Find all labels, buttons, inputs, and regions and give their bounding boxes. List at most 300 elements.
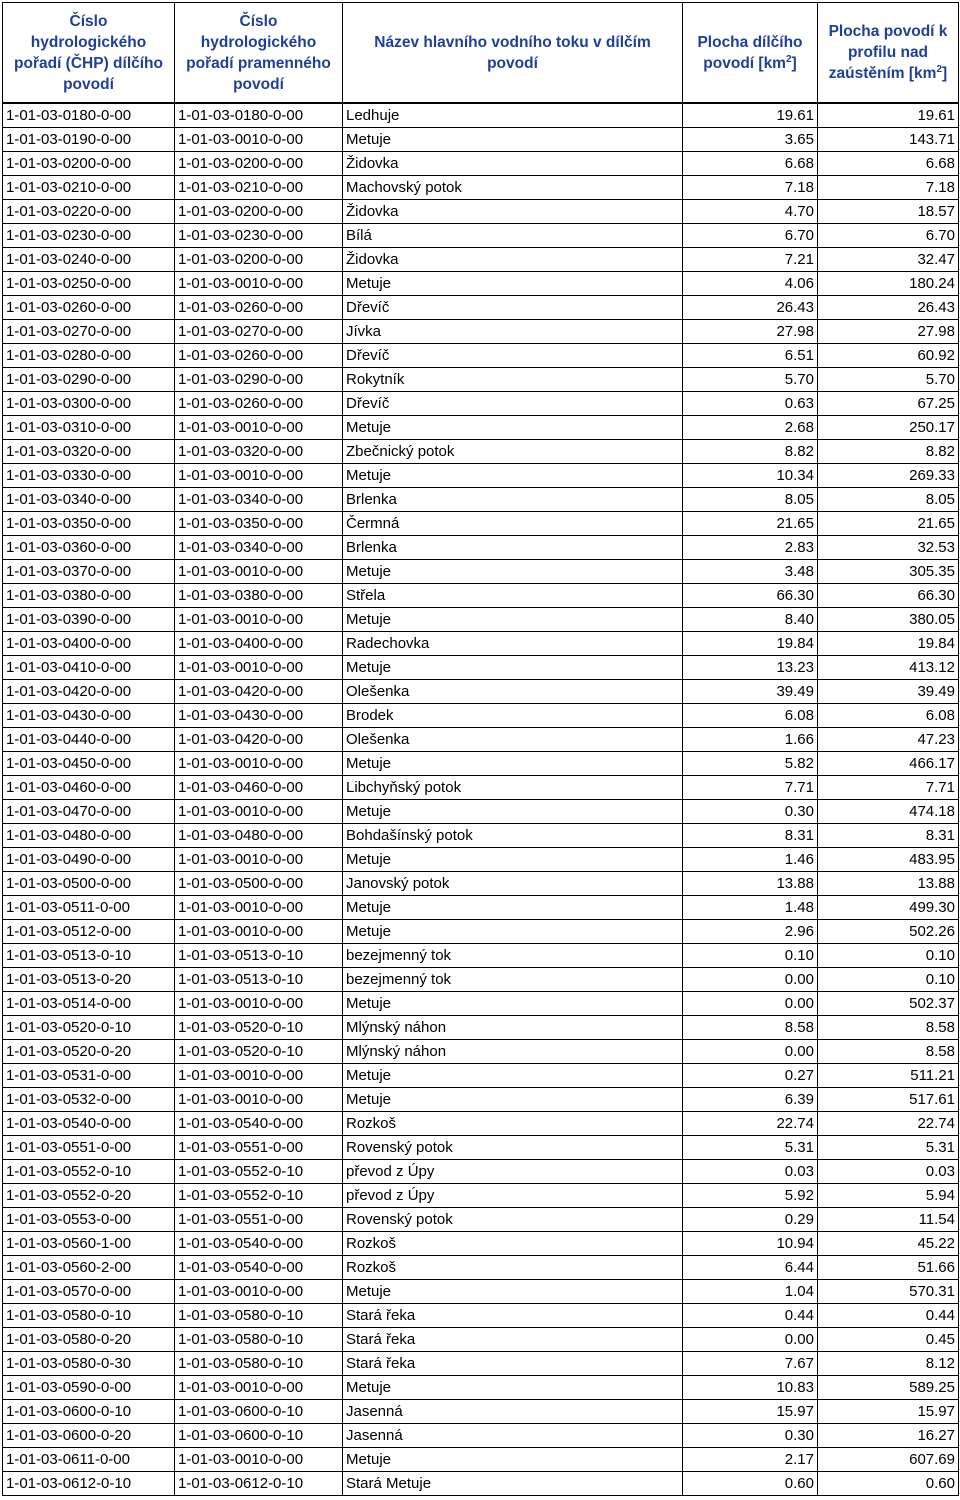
cell-subbasin-area: 7.18 (683, 176, 818, 200)
cell-basin-area: 0.60 (818, 1472, 959, 1496)
table-row (3, 800, 959, 824)
cell-chp-subbasin: 1-01-03-0280-0-00 (3, 344, 175, 368)
cell-basin-area: 66.30 (818, 584, 959, 608)
cell-chp-source: 1-01-03-0400-0-00 (175, 632, 343, 656)
table-row (3, 896, 959, 920)
cell-chp-source: 1-01-03-0540-0-00 (175, 1232, 343, 1256)
cell-river-name: Rozkoš (343, 1232, 683, 1256)
cell-river-name: Stará Metuje (343, 1472, 683, 1496)
cell-subbasin-area: 4.06 (683, 272, 818, 296)
cell-chp-source: 1-01-03-0551-0-00 (175, 1208, 343, 1232)
cell-basin-area: 517.61 (818, 1088, 959, 1112)
cell-subbasin-area: 8.82 (683, 440, 818, 464)
cell-basin-area: 589.25 (818, 1376, 959, 1400)
cell-chp-subbasin: 1-01-03-0540-0-00 (3, 1112, 175, 1136)
cell-chp-source: 1-01-03-0210-0-00 (175, 176, 343, 200)
table-row (3, 1352, 959, 1376)
cell-chp-subbasin: 1-01-03-0551-0-00 (3, 1136, 175, 1160)
cell-subbasin-area: 5.82 (683, 752, 818, 776)
cell-chp-source: 1-01-03-0552-0-10 (175, 1160, 343, 1184)
cell-basin-area: 7.18 (818, 176, 959, 200)
cell-subbasin-area: 13.23 (683, 656, 818, 680)
table-row (3, 992, 959, 1016)
cell-chp-subbasin: 1-01-03-0380-0-00 (3, 584, 175, 608)
cell-chp-subbasin: 1-01-03-0210-0-00 (3, 176, 175, 200)
cell-river-name: Metuje (343, 464, 683, 488)
table-row (3, 632, 959, 656)
cell-basin-area: 502.26 (818, 920, 959, 944)
table-row (3, 512, 959, 536)
cell-river-name: Brodek (343, 704, 683, 728)
cell-subbasin-area: 6.70 (683, 224, 818, 248)
cell-chp-subbasin: 1-01-03-0450-0-00 (3, 752, 175, 776)
cell-chp-source: 1-01-03-0010-0-00 (175, 128, 343, 152)
cell-chp-source: 1-01-03-0420-0-00 (175, 728, 343, 752)
cell-subbasin-area: 39.49 (683, 680, 818, 704)
cell-basin-area: 67.25 (818, 392, 959, 416)
cell-chp-subbasin: 1-01-03-0350-0-00 (3, 512, 175, 536)
cell-chp-subbasin: 1-01-03-0360-0-00 (3, 536, 175, 560)
cell-chp-source: 1-01-03-0540-0-00 (175, 1112, 343, 1136)
cell-basin-area: 21.65 (818, 512, 959, 536)
cell-chp-subbasin: 1-01-03-0520-0-20 (3, 1040, 175, 1064)
cell-chp-subbasin: 1-01-03-0480-0-00 (3, 824, 175, 848)
cell-chp-subbasin: 1-01-03-0400-0-00 (3, 632, 175, 656)
cell-chp-source: 1-01-03-0600-0-10 (175, 1400, 343, 1424)
cell-river-name: Metuje (343, 656, 683, 680)
table-row (3, 920, 959, 944)
table-row (3, 1304, 959, 1328)
cell-chp-subbasin: 1-01-03-0300-0-00 (3, 392, 175, 416)
cell-subbasin-area: 6.44 (683, 1256, 818, 1280)
header-chp-source-line: pořadí pramenného (186, 54, 331, 72)
cell-chp-source: 1-01-03-0010-0-00 (175, 752, 343, 776)
cell-chp-source: 1-01-03-0580-0-10 (175, 1328, 343, 1352)
table-row (3, 488, 959, 512)
cell-chp-subbasin: 1-01-03-0220-0-00 (3, 200, 175, 224)
cell-river-name: Olešenka (343, 680, 683, 704)
cell-subbasin-area: 0.60 (683, 1472, 818, 1496)
header-subbasin-area-sup: 2 (785, 53, 792, 65)
cell-subbasin-area: 3.65 (683, 128, 818, 152)
cell-subbasin-area: 1.04 (683, 1280, 818, 1304)
cell-chp-subbasin: 1-01-03-0600-0-10 (3, 1400, 175, 1424)
header-river-name: Název hlavního vodního toku v dílčím povodí (343, 3, 683, 104)
cell-subbasin-area: 0.27 (683, 1064, 818, 1088)
cell-basin-area: 6.08 (818, 704, 959, 728)
cell-chp-subbasin: 1-01-03-0580-0-30 (3, 1352, 175, 1376)
cell-basin-area: 305.35 (818, 560, 959, 584)
cell-basin-area: 0.10 (818, 968, 959, 992)
cell-basin-area: 499.30 (818, 896, 959, 920)
cell-river-name: Stará řeka (343, 1304, 683, 1328)
cell-chp-source: 1-01-03-0290-0-00 (175, 368, 343, 392)
cell-basin-area: 0.10 (818, 944, 959, 968)
cell-chp-source: 1-01-03-0270-0-00 (175, 320, 343, 344)
cell-river-name: Metuje (343, 1280, 683, 1304)
cell-chp-subbasin: 1-01-03-0260-0-00 (3, 296, 175, 320)
cell-basin-area: 502.37 (818, 992, 959, 1016)
cell-subbasin-area: 6.51 (683, 344, 818, 368)
cell-river-name: Jasenná (343, 1424, 683, 1448)
cell-subbasin-area: 3.48 (683, 560, 818, 584)
cell-chp-subbasin: 1-01-03-0320-0-00 (3, 440, 175, 464)
table-row (3, 1208, 959, 1232)
cell-chp-source: 1-01-03-0500-0-00 (175, 872, 343, 896)
cell-chp-source: 1-01-03-0230-0-00 (175, 224, 343, 248)
cell-river-name: Metuje (343, 1376, 683, 1400)
cell-river-name: Stará řeka (343, 1328, 683, 1352)
table-row (3, 1064, 959, 1088)
cell-chp-source: 1-01-03-0010-0-00 (175, 920, 343, 944)
header-subbasin-area (683, 3, 818, 104)
cell-subbasin-area: 8.58 (683, 1016, 818, 1040)
cell-subbasin-area: 1.48 (683, 896, 818, 920)
cell-subbasin-area: 13.88 (683, 872, 818, 896)
table-row (3, 200, 959, 224)
header-subbasin-area-tail: ] (791, 54, 797, 72)
table-row (3, 1448, 959, 1472)
cell-chp-source: 1-01-03-0552-0-10 (175, 1184, 343, 1208)
cell-basin-area: 16.27 (818, 1424, 959, 1448)
table-row (3, 1280, 959, 1304)
cell-river-name: Metuje (343, 992, 683, 1016)
cell-chp-source: 1-01-03-0260-0-00 (175, 344, 343, 368)
table-row (3, 752, 959, 776)
cell-basin-area: 570.31 (818, 1280, 959, 1304)
cell-river-name: Rozkoš (343, 1256, 683, 1280)
table-row (3, 1136, 959, 1160)
cell-subbasin-area: 27.98 (683, 320, 818, 344)
cell-river-name: Čermná (343, 512, 683, 536)
cell-subbasin-area: 2.17 (683, 1448, 818, 1472)
table-row (3, 1472, 959, 1496)
cell-basin-area: 51.66 (818, 1256, 959, 1280)
cell-subbasin-area: 0.03 (683, 1160, 818, 1184)
table-row (3, 1328, 959, 1352)
cell-chp-source: 1-01-03-0010-0-00 (175, 848, 343, 872)
cell-river-name: Stará řeka (343, 1352, 683, 1376)
cell-chp-subbasin: 1-01-03-0460-0-00 (3, 776, 175, 800)
cell-river-name: bezejmenný tok (343, 944, 683, 968)
cell-river-name: Rovenský potok (343, 1136, 683, 1160)
cell-subbasin-area: 7.71 (683, 776, 818, 800)
cell-basin-area: 0.44 (818, 1304, 959, 1328)
table-row (3, 296, 959, 320)
table-row (3, 1424, 959, 1448)
cell-chp-subbasin: 1-01-03-0490-0-00 (3, 848, 175, 872)
cell-river-name: Dřevíč (343, 392, 683, 416)
table-row (3, 272, 959, 296)
cell-chp-source: 1-01-03-0480-0-00 (175, 824, 343, 848)
cell-chp-subbasin: 1-01-03-0200-0-00 (3, 152, 175, 176)
header-basin-area-line3 (821, 63, 955, 84)
table-row (3, 944, 959, 968)
cell-chp-source: 1-01-03-0200-0-00 (175, 152, 343, 176)
cell-basin-area: 413.12 (818, 656, 959, 680)
header-chp-subbasin-line: hydrologického (30, 33, 147, 51)
cell-chp-subbasin: 1-01-03-0290-0-00 (3, 368, 175, 392)
cell-chp-source: 1-01-03-0010-0-00 (175, 1064, 343, 1088)
cell-basin-area: 19.61 (818, 103, 959, 128)
header-chp-source-line: hydrologického (200, 33, 317, 51)
table-row (3, 103, 959, 128)
cell-subbasin-area: 5.92 (683, 1184, 818, 1208)
table-row (3, 704, 959, 728)
cell-subbasin-area: 2.83 (683, 536, 818, 560)
cell-chp-source: 1-01-03-0380-0-00 (175, 584, 343, 608)
cell-basin-area: 19.84 (818, 632, 959, 656)
cell-chp-source: 1-01-03-0340-0-00 (175, 488, 343, 512)
cell-chp-subbasin: 1-01-03-0390-0-00 (3, 608, 175, 632)
table-row (3, 152, 959, 176)
cell-basin-area: 511.21 (818, 1064, 959, 1088)
header-basin-area-to-mouth (818, 3, 959, 104)
cell-subbasin-area: 0.00 (683, 1040, 818, 1064)
cell-chp-subbasin: 1-01-03-0520-0-10 (3, 1016, 175, 1040)
cell-river-name: Metuje (343, 896, 683, 920)
cell-basin-area: 18.57 (818, 200, 959, 224)
cell-chp-subbasin: 1-01-03-0590-0-00 (3, 1376, 175, 1400)
table-row (3, 608, 959, 632)
table-row (3, 416, 959, 440)
cell-basin-area: 26.43 (818, 296, 959, 320)
cell-chp-subbasin: 1-01-03-0370-0-00 (3, 560, 175, 584)
cell-basin-area: 250.17 (818, 416, 959, 440)
cell-subbasin-area: 6.39 (683, 1088, 818, 1112)
table-row (3, 656, 959, 680)
cell-chp-source: 1-01-03-0430-0-00 (175, 704, 343, 728)
cell-chp-source: 1-01-03-0010-0-00 (175, 272, 343, 296)
cell-river-name: Metuje (343, 560, 683, 584)
table-row (3, 1376, 959, 1400)
table-row (3, 680, 959, 704)
cell-chp-subbasin: 1-01-03-0532-0-00 (3, 1088, 175, 1112)
cell-chp-source: 1-01-03-0010-0-00 (175, 1088, 343, 1112)
cell-subbasin-area: 1.66 (683, 728, 818, 752)
table-row (3, 584, 959, 608)
cell-river-name: Metuje (343, 1448, 683, 1472)
table-row (3, 392, 959, 416)
cell-chp-source: 1-01-03-0520-0-10 (175, 1040, 343, 1064)
header-chp-source-line: Číslo (239, 12, 278, 30)
cell-chp-subbasin: 1-01-03-0470-0-00 (3, 800, 175, 824)
cell-chp-subbasin: 1-01-03-0580-0-10 (3, 1304, 175, 1328)
cell-basin-area: 8.58 (818, 1016, 959, 1040)
cell-river-name: Metuje (343, 1088, 683, 1112)
cell-basin-area: 13.88 (818, 872, 959, 896)
cell-basin-area: 0.03 (818, 1160, 959, 1184)
table-row (3, 728, 959, 752)
cell-river-name: Machovský potok (343, 176, 683, 200)
cell-river-name: Rokytník (343, 368, 683, 392)
cell-chp-subbasin: 1-01-03-0612-0-10 (3, 1472, 175, 1496)
cell-chp-source: 1-01-03-0010-0-00 (175, 1280, 343, 1304)
cell-subbasin-area: 10.94 (683, 1232, 818, 1256)
cell-river-name: bezejmenný tok (343, 968, 683, 992)
cell-river-name: Metuje (343, 416, 683, 440)
cell-chp-source: 1-01-03-0580-0-10 (175, 1304, 343, 1328)
table-row (3, 848, 959, 872)
table-header (3, 3, 959, 104)
cell-basin-area: 47.23 (818, 728, 959, 752)
cell-subbasin-area: 7.67 (683, 1352, 818, 1376)
table-body (3, 103, 959, 1496)
cell-subbasin-area: 6.08 (683, 704, 818, 728)
cell-river-name: Metuje (343, 920, 683, 944)
cell-river-name: Olešenka (343, 728, 683, 752)
cell-subbasin-area: 8.05 (683, 488, 818, 512)
cell-river-name: Dřevíč (343, 344, 683, 368)
cell-chp-subbasin: 1-01-03-0340-0-00 (3, 488, 175, 512)
cell-chp-subbasin: 1-01-03-0430-0-00 (3, 704, 175, 728)
cell-chp-source: 1-01-03-0340-0-00 (175, 536, 343, 560)
table-row (3, 368, 959, 392)
catchment-table (2, 2, 959, 1496)
cell-chp-source: 1-01-03-0600-0-10 (175, 1424, 343, 1448)
cell-basin-area: 483.95 (818, 848, 959, 872)
header-subbasin-area-line1: Plocha dílčího (697, 33, 803, 51)
cell-chp-subbasin: 1-01-03-0310-0-00 (3, 416, 175, 440)
cell-river-name: Mlýnský náhon (343, 1040, 683, 1064)
cell-chp-subbasin: 1-01-03-0553-0-00 (3, 1208, 175, 1232)
cell-chp-subbasin: 1-01-03-0512-0-00 (3, 920, 175, 944)
cell-river-name: Metuje (343, 1064, 683, 1088)
cell-basin-area: 8.12 (818, 1352, 959, 1376)
cell-subbasin-area: 8.40 (683, 608, 818, 632)
cell-subbasin-area: 0.00 (683, 992, 818, 1016)
cell-basin-area: 27.98 (818, 320, 959, 344)
cell-subbasin-area: 0.44 (683, 1304, 818, 1328)
table-row (3, 1232, 959, 1256)
cell-river-name: Metuje (343, 272, 683, 296)
cell-chp-source: 1-01-03-0200-0-00 (175, 248, 343, 272)
cell-chp-source: 1-01-03-0320-0-00 (175, 440, 343, 464)
cell-river-name: převod z Úpy (343, 1184, 683, 1208)
cell-river-name: Jasenná (343, 1400, 683, 1424)
cell-subbasin-area: 0.00 (683, 1328, 818, 1352)
cell-subbasin-area: 0.00 (683, 968, 818, 992)
header-chp-subbasin-line: pořadí (ČHP) dílčího (14, 54, 163, 72)
cell-subbasin-area: 6.68 (683, 152, 818, 176)
table-row (3, 1040, 959, 1064)
table-row (3, 320, 959, 344)
table-row (3, 1016, 959, 1040)
cell-chp-source: 1-01-03-0010-0-00 (175, 1376, 343, 1400)
cell-basin-area: 607.69 (818, 1448, 959, 1472)
cell-subbasin-area: 22.74 (683, 1112, 818, 1136)
cell-chp-source: 1-01-03-0513-0-10 (175, 944, 343, 968)
cell-basin-area: 39.49 (818, 680, 959, 704)
cell-chp-source: 1-01-03-0580-0-10 (175, 1352, 343, 1376)
table-row (3, 1088, 959, 1112)
cell-basin-area: 380.05 (818, 608, 959, 632)
table-row (3, 1112, 959, 1136)
cell-river-name: Brlenka (343, 488, 683, 512)
cell-river-name: Metuje (343, 608, 683, 632)
cell-chp-source: 1-01-03-0010-0-00 (175, 416, 343, 440)
table-row (3, 128, 959, 152)
cell-basin-area: 32.47 (818, 248, 959, 272)
cell-chp-source: 1-01-03-0010-0-00 (175, 992, 343, 1016)
cell-chp-subbasin: 1-01-03-0250-0-00 (3, 272, 175, 296)
header-chp-source-line: povodí (233, 75, 284, 93)
cell-basin-area: 22.74 (818, 1112, 959, 1136)
cell-river-name: Libchyňský potok (343, 776, 683, 800)
cell-subbasin-area: 19.61 (683, 103, 818, 128)
cell-basin-area: 60.92 (818, 344, 959, 368)
cell-subbasin-area: 5.31 (683, 1136, 818, 1160)
header-subbasin-area-line2 (686, 53, 814, 74)
cell-basin-area: 7.71 (818, 776, 959, 800)
cell-chp-subbasin: 1-01-03-0270-0-00 (3, 320, 175, 344)
cell-chp-subbasin: 1-01-03-0514-0-00 (3, 992, 175, 1016)
cell-river-name: Jívka (343, 320, 683, 344)
table-row (3, 176, 959, 200)
cell-subbasin-area: 66.30 (683, 584, 818, 608)
cell-chp-source: 1-01-03-0010-0-00 (175, 896, 343, 920)
cell-basin-area: 11.54 (818, 1208, 959, 1232)
cell-river-name: Ledhuje (343, 103, 683, 128)
cell-river-name: Radechovka (343, 632, 683, 656)
cell-chp-source: 1-01-03-0350-0-00 (175, 512, 343, 536)
cell-basin-area: 6.68 (818, 152, 959, 176)
cell-subbasin-area: 0.29 (683, 1208, 818, 1232)
header-chp-source-basin (175, 3, 343, 104)
cell-basin-area: 474.18 (818, 800, 959, 824)
table-row (3, 1160, 959, 1184)
cell-basin-area: 32.53 (818, 536, 959, 560)
table-row (3, 968, 959, 992)
cell-chp-source: 1-01-03-0420-0-00 (175, 680, 343, 704)
cell-basin-area: 8.05 (818, 488, 959, 512)
cell-subbasin-area: 0.30 (683, 800, 818, 824)
cell-chp-subbasin: 1-01-03-0531-0-00 (3, 1064, 175, 1088)
header-basin-area-tail: ] (942, 65, 948, 82)
table-row (3, 344, 959, 368)
cell-subbasin-area: 2.96 (683, 920, 818, 944)
cell-subbasin-area: 26.43 (683, 296, 818, 320)
table-row (3, 560, 959, 584)
cell-river-name: Židovka (343, 200, 683, 224)
cell-chp-source: 1-01-03-0612-0-10 (175, 1472, 343, 1496)
cell-river-name: Zbečnický potok (343, 440, 683, 464)
header-basin-area-line2: profilu nad (847, 44, 929, 61)
table-row (3, 464, 959, 488)
cell-river-name: Rozkoš (343, 1112, 683, 1136)
cell-subbasin-area: 19.84 (683, 632, 818, 656)
header-chp-subbasin-line: Číslo (69, 12, 108, 30)
table-row (3, 872, 959, 896)
cell-chp-source: 1-01-03-0551-0-00 (175, 1136, 343, 1160)
cell-chp-source: 1-01-03-0010-0-00 (175, 464, 343, 488)
cell-chp-source: 1-01-03-0010-0-00 (175, 608, 343, 632)
cell-basin-area: 5.94 (818, 1184, 959, 1208)
cell-chp-source: 1-01-03-0540-0-00 (175, 1256, 343, 1280)
cell-subbasin-area: 10.34 (683, 464, 818, 488)
cell-river-name: Mlýnský náhon (343, 1016, 683, 1040)
cell-chp-source: 1-01-03-0520-0-10 (175, 1016, 343, 1040)
cell-basin-area: 8.58 (818, 1040, 959, 1064)
cell-river-name: Janovský potok (343, 872, 683, 896)
header-chp-subbasin-line: povodí (63, 75, 114, 93)
cell-chp-source: 1-01-03-0010-0-00 (175, 656, 343, 680)
cell-river-name: Brlenka (343, 536, 683, 560)
cell-river-name: Rovenský potok (343, 1208, 683, 1232)
cell-river-name: Střela (343, 584, 683, 608)
cell-chp-subbasin: 1-01-03-0440-0-00 (3, 728, 175, 752)
cell-chp-subbasin: 1-01-03-0513-0-10 (3, 944, 175, 968)
